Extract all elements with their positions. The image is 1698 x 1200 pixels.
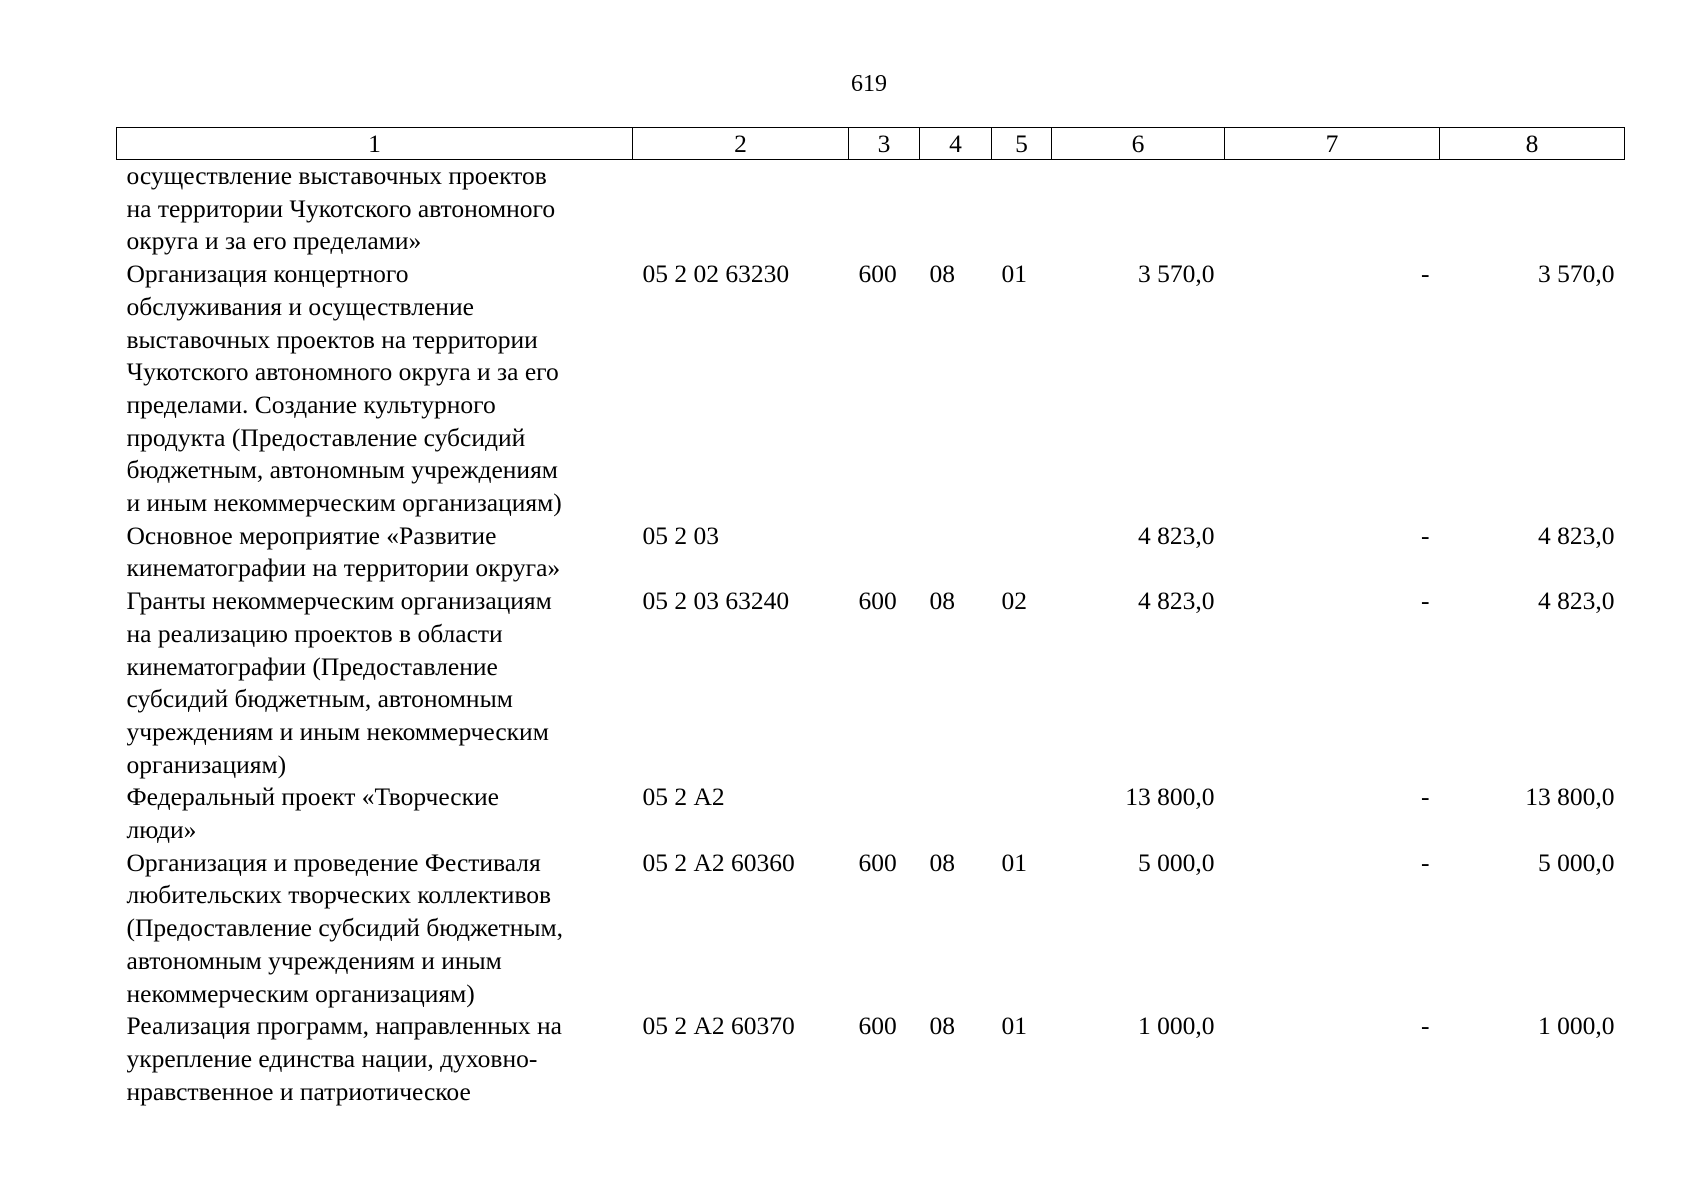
header-col-8: 8	[1440, 128, 1625, 160]
table-row	[117, 781, 1625, 846]
row-col-4: 08	[929, 586, 955, 616]
table-row	[117, 160, 1625, 259]
row-name: Федеральный проект «Творческие люди»	[126, 782, 499, 845]
budget-table	[116, 127, 1625, 1108]
row-col-3	[849, 160, 920, 259]
row-col-6: 4 823,0	[1138, 520, 1215, 550]
row-col-5: 01	[1001, 259, 1027, 289]
row-col-8	[1440, 160, 1625, 259]
row-col-7: -	[1421, 782, 1430, 812]
row-col-8: 5 000,0	[1538, 847, 1615, 877]
row-col-7: -	[1421, 1011, 1430, 1041]
row-col-5	[992, 160, 1052, 259]
table-header	[117, 128, 1625, 160]
row-col-3: 600	[858, 847, 897, 877]
row-code: 05 2 02 63230	[642, 259, 790, 289]
row-name: Гранты некоммерческим организациям на реализацию проектов в области кинематографии (Предоставление субсидий бюджетным, автономным учреждениям и иным некоммерческим организациям)	[126, 586, 552, 779]
row-code: 05 2 03	[642, 520, 719, 550]
row-col-8: 4 823,0	[1538, 520, 1615, 550]
row-name: Организация и проведение Фестиваля любительских творческих коллективов (Предоставление субсидий бюджетным, автономным учреждениям и иным некоммерческим организациям)	[126, 847, 564, 1008]
page-number: 619	[851, 71, 887, 97]
row-col-4: 08	[929, 847, 955, 877]
row-col-5: 01	[1001, 1011, 1027, 1041]
row-col-6: 4 823,0	[1138, 586, 1215, 616]
row-code: 05 2 03 63240	[642, 586, 790, 616]
row-col-7: -	[1421, 259, 1430, 289]
row-col-8: 3 570,0	[1538, 259, 1615, 289]
row-col-6	[1052, 160, 1225, 259]
table-row	[117, 847, 1625, 1011]
header-col-7: 7	[1225, 128, 1440, 160]
row-col-3: 600	[858, 586, 897, 616]
row-col-7: -	[1421, 847, 1430, 877]
row-col-8: 1 000,0	[1538, 1011, 1615, 1041]
header-col-2: 2	[633, 128, 849, 160]
row-code: 05 2 А2	[642, 782, 725, 812]
row-col-5: 01	[1001, 847, 1027, 877]
table-row	[117, 258, 1625, 520]
row-code: 05 2 А2 60370	[642, 1011, 795, 1041]
header-col-6: 6	[1052, 128, 1225, 160]
header-row	[117, 128, 1625, 160]
header-col-3: 3	[849, 128, 920, 160]
row-col-7	[1225, 160, 1440, 259]
row-col-5	[992, 781, 1052, 846]
row-col-8: 4 823,0	[1538, 586, 1615, 616]
row-name: Реализация программ, направленных на укрепление единства нации, духовно- нравственное и патриотическое	[126, 1011, 562, 1106]
table-body	[117, 160, 1625, 1109]
table-row	[117, 1010, 1625, 1108]
row-code	[633, 160, 849, 259]
header-col-4: 4	[920, 128, 992, 160]
row-col-3	[849, 520, 920, 585]
row-col-6: 5 000,0	[1138, 847, 1215, 877]
row-col-4: 08	[929, 259, 955, 289]
row-col-8: 13 800,0	[1525, 782, 1615, 812]
table-row	[117, 585, 1625, 781]
row-col-3	[849, 781, 920, 846]
row-col-7: -	[1421, 586, 1430, 616]
row-col-4	[920, 160, 992, 259]
header-col-1: 1	[117, 128, 633, 160]
row-col-3: 600	[858, 259, 897, 289]
row-col-6: 1 000,0	[1138, 1011, 1215, 1041]
header-col-5: 5	[992, 128, 1052, 160]
row-name: Организация концертного обслуживания и осуществление выставочных проектов на территории Чукотского автономного округа и за его пределами. Создание культурного продукта (Предоставление субсидий бюджетным, автономным учреждениям и иным некоммерческим организациям)	[126, 259, 562, 518]
row-col-3: 600	[858, 1011, 897, 1041]
row-name: Основное мероприятие «Развитие кинематографии на территории округа»	[126, 520, 561, 583]
row-col-5: 02	[1001, 586, 1027, 616]
row-col-7: -	[1421, 520, 1430, 550]
table-row	[117, 520, 1625, 585]
row-col-6: 13 800,0	[1125, 782, 1215, 812]
row-code: 05 2 А2 60360	[642, 847, 795, 877]
row-col-4	[920, 520, 992, 585]
row-col-4: 08	[929, 1011, 955, 1041]
row-col-6: 3 570,0	[1138, 259, 1215, 289]
row-col-5	[992, 520, 1052, 585]
row-name: осуществление выставочных проектов на территории Чукотского автономного округа и за его пределами»	[126, 161, 556, 256]
row-col-4	[920, 781, 992, 846]
